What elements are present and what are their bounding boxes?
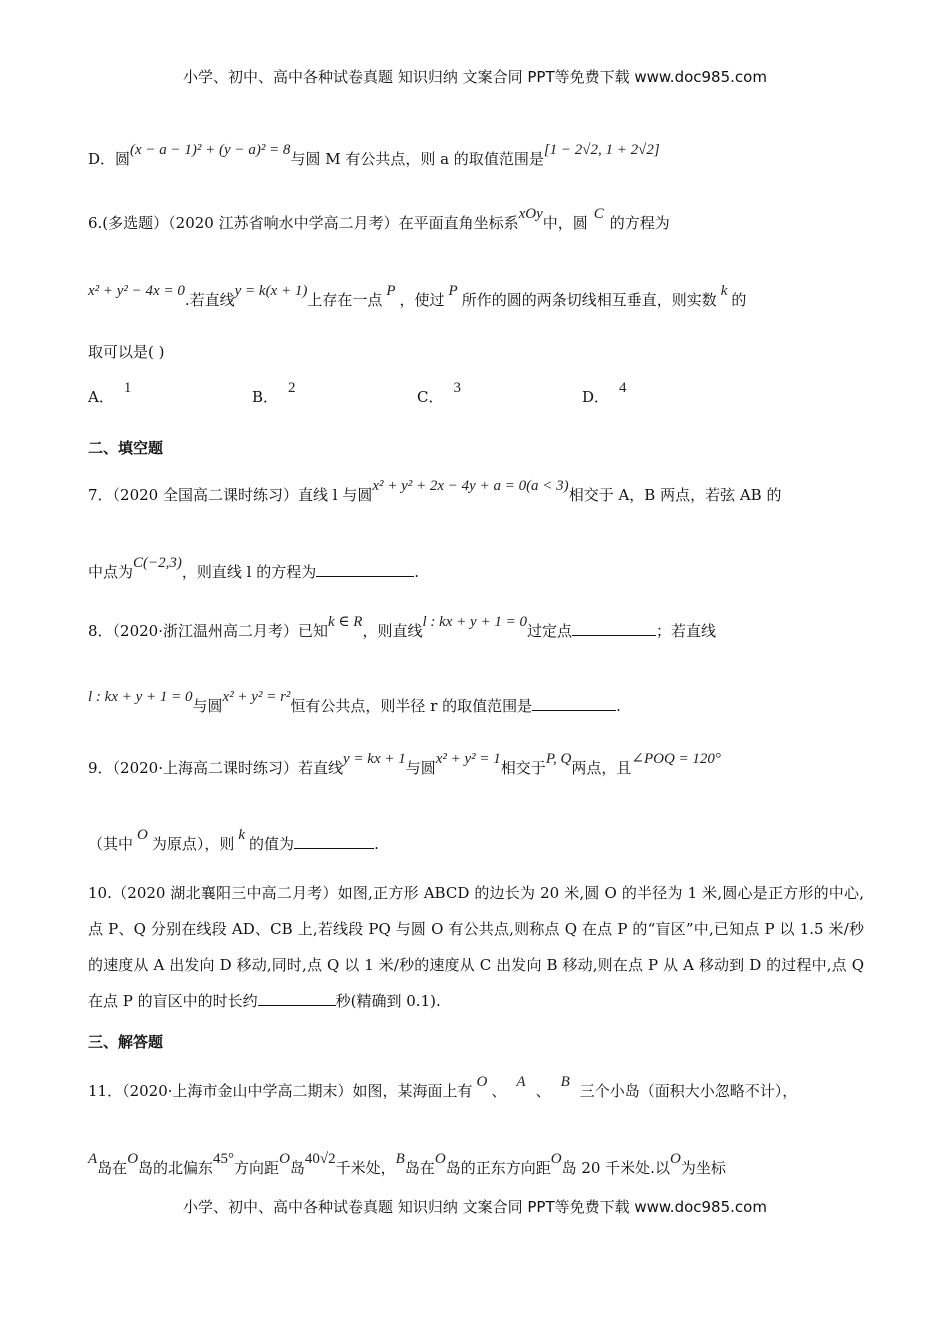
q11-text-j: 岛 20 千米处.以 — [561, 1159, 670, 1177]
q8-line1 — [88, 614, 716, 641]
q6-option-c — [417, 380, 461, 407]
q6-line1 — [88, 206, 670, 233]
q10-text: 10.（2020 湖北襄阳三中高二月考）如图,正方形 ABCD 的边长为 20 米,圆 O 的半径为 1 米,圆心是正方形的中心,点 P、Q 分别在线段 AD、CB 上,若线段 PQ 与圆 O 有公共点,则称点 Q 在点 P 的“盲区”中,已知点 P 以 1.5 米/秒的速度从 A 出发向 D 移动,同时,点 Q 以 1 米/秒的速度从 C 出发向 B 移动,则在点 P 从 A 移动到 D 的过程中,点 Q 在点 P 的盲区中的时长约 — [88, 884, 864, 1010]
q8-text-g: . — [616, 697, 621, 715]
q6-option-b-label: B． — [252, 388, 279, 406]
q5d-range: [1 − 2√2, 1 + 2√2] — [543, 142, 660, 158]
q6-point-p: P — [386, 283, 396, 299]
q9-text-e: （其中 — [88, 835, 134, 853]
q10-answer-blank[interactable] — [258, 991, 336, 1006]
q5d-text: 与圆 M 有公共点，则 a 的取值范围是 — [290, 150, 544, 168]
section-fill-blank: 二、填空题 — [88, 439, 164, 457]
q6-option-d-value: 4 — [619, 380, 627, 396]
q9-line2 — [88, 827, 379, 854]
q8-text-d: ；若直线 — [655, 622, 716, 640]
q8-text-f: 恒有公共点，则半径 r 的取值范围是 — [290, 697, 533, 715]
q9-line1 — [88, 751, 721, 778]
q7-text-a: 7．（2020 全国高二课时练习）直线 l 与圆 — [88, 486, 373, 504]
q8-fixed-point-blank[interactable] — [572, 621, 656, 636]
q9-text-b: 与圆 — [405, 759, 436, 777]
q11-text-i: 岛的正东方向距 — [445, 1159, 551, 1177]
q8-line2 — [88, 689, 621, 716]
q11-sep1: 、 — [491, 1082, 507, 1100]
q7-line1 — [88, 478, 782, 505]
q8-condition: k ∈ R — [328, 614, 363, 630]
q8-line-equation: l : kx + y + 1 = 0 — [422, 614, 527, 630]
q11-angle: 45° — [213, 1151, 235, 1167]
q7-circle-equation: x² + y² + 2x − 4y + a = 0(a < 3) — [372, 478, 569, 494]
q6-text-e: 上存在一点 — [307, 291, 383, 309]
q8-text-c: 过定点 — [526, 622, 572, 640]
q11-island-b: B — [560, 1074, 570, 1090]
q9-k: k — [238, 827, 246, 843]
q9-circle-equation: x² + y² = 1 — [435, 751, 501, 767]
q11-text-e: 方向距 — [234, 1159, 280, 1177]
q7-midpoint: C(−2,3) — [133, 555, 182, 571]
q6-text-h: 的 — [731, 291, 747, 309]
q7-text-b: 相交于 A，B 两点，若弦 AB 的 — [568, 486, 782, 504]
q8-radius-range-blank[interactable] — [532, 696, 616, 711]
q11-text-k: 为坐标 — [680, 1159, 726, 1177]
q6-option-c-value: 3 — [453, 380, 461, 396]
q9-text-h: . — [374, 835, 379, 853]
q8-text-b: ，则直线 — [362, 622, 423, 640]
q9-text-f: 为原点），则 — [151, 835, 235, 853]
q7-text-c: 中点为 — [88, 563, 134, 581]
q6-option-d-label: D． — [582, 388, 610, 406]
page-header: 小学、初中、高中各种试卷真题 知识归纳 文案合同 PPT等免费下载 www.doc985.com — [183, 68, 767, 86]
q8-text-a: 8．（2020·浙江温州高二月考）已知 — [88, 622, 328, 640]
q7-text-e: . — [414, 563, 420, 581]
q6-text-g: 所作的圆的两条切线相互垂直，则实数 — [461, 291, 717, 309]
q11-line2 — [88, 1151, 726, 1178]
q9-text-d: 两点，且 — [571, 759, 632, 777]
q11-island-a2: A — [88, 1151, 98, 1167]
q6-option-c-label: C． — [417, 388, 444, 406]
q9-text-c: 相交于 — [500, 759, 546, 777]
q11-island-o5: O — [550, 1151, 562, 1167]
q8-line-equation-2: l : kx + y + 1 = 0 — [88, 689, 193, 705]
q6-option-d — [582, 380, 627, 407]
q6-text-b: 中，圆 — [542, 214, 588, 232]
q9-origin: O — [137, 827, 148, 843]
q6-text-c: 的方程为 — [609, 214, 670, 232]
q6-option-a — [88, 380, 132, 407]
q11-island-o3: O — [279, 1151, 290, 1167]
q6-point-p2: P — [448, 283, 458, 299]
q6-option-b-value: 2 — [288, 380, 296, 396]
q7-answer-blank[interactable] — [316, 562, 414, 577]
q9-answer-blank[interactable] — [294, 834, 374, 849]
q6-text-f: ，使过 — [399, 291, 445, 309]
q9-text-g: 的值为 — [249, 835, 295, 853]
q11-island-a: A — [516, 1074, 526, 1090]
q6-line-equation: y = k(x + 1) — [234, 283, 308, 299]
q6-coord-system: xOy — [518, 206, 543, 222]
q11-island-o6: O — [669, 1151, 681, 1167]
q11-island-o2: O — [127, 1151, 139, 1167]
q9-points: P, Q — [545, 751, 572, 767]
q11-text-b: 三个小岛（面积大小忽略不计）， — [579, 1082, 798, 1100]
q11-line1 — [88, 1074, 798, 1101]
q6-circle-equation: x² + y² − 4x = 0 — [88, 283, 185, 299]
q7-text-d: ，则直线 l 的方程为 — [181, 563, 317, 581]
q6-line2 — [88, 283, 747, 310]
q6-k: k — [720, 283, 728, 299]
q10-tail: 秒(精确到 0.1). — [335, 992, 441, 1010]
q9-text-a: 9．（2020·上海高二课时练习）若直线 — [88, 759, 343, 777]
q6-line3: 取可以是( ) — [88, 343, 165, 361]
q9-line-equation: y = kx + 1 — [343, 751, 406, 767]
q5d-equation: (x − a − 1)² + (y − a)² = 8 — [130, 142, 291, 158]
q10-paragraph — [88, 875, 864, 1019]
q11-text-g: 千米处， — [335, 1159, 396, 1177]
page-footer: 小学、初中、高中各种试卷真题 知识归纳 文案合同 PPT等免费下载 www.doc985.com — [183, 1198, 767, 1216]
section-solve: 三、解答题 — [88, 1033, 164, 1051]
q11-island-b2: B — [395, 1151, 405, 1167]
q8-text-e: 与圆 — [192, 697, 223, 715]
q6-option-a-label: A． — [88, 388, 114, 406]
q11-text-a: 11．（2020·上海市金山中学高二期末）如图，某海面上有 — [88, 1082, 473, 1100]
q11-text-c: 岛在 — [97, 1159, 128, 1177]
q11-text-h: 岛在 — [404, 1159, 435, 1177]
q8-circle-equation: x² + y² = r² — [222, 689, 291, 705]
q11-text-f: 岛 — [289, 1159, 305, 1177]
q11-island-o: O — [476, 1074, 488, 1090]
q6-text-a: 6.(多选题）（2020 江苏省响水中学高二月考）在平面直角坐标系 — [88, 214, 519, 232]
q6-option-a-value: 1 — [123, 380, 132, 396]
q11-island-o4: O — [434, 1151, 446, 1167]
q5-option-d — [88, 142, 660, 169]
q5d-label: D．圆 — [88, 150, 131, 168]
q11-text-d: 岛的北偏东 — [138, 1159, 214, 1177]
q6-option-b — [252, 380, 296, 407]
q9-angle: ∠POQ = 120° — [631, 751, 721, 767]
q6-text-d: .若直线 — [184, 291, 235, 309]
q11-distance: 40√2 — [304, 1151, 336, 1167]
q7-line2 — [88, 555, 420, 582]
q6-circle-c: C — [593, 206, 604, 222]
q11-sep2: 、 — [535, 1082, 551, 1100]
